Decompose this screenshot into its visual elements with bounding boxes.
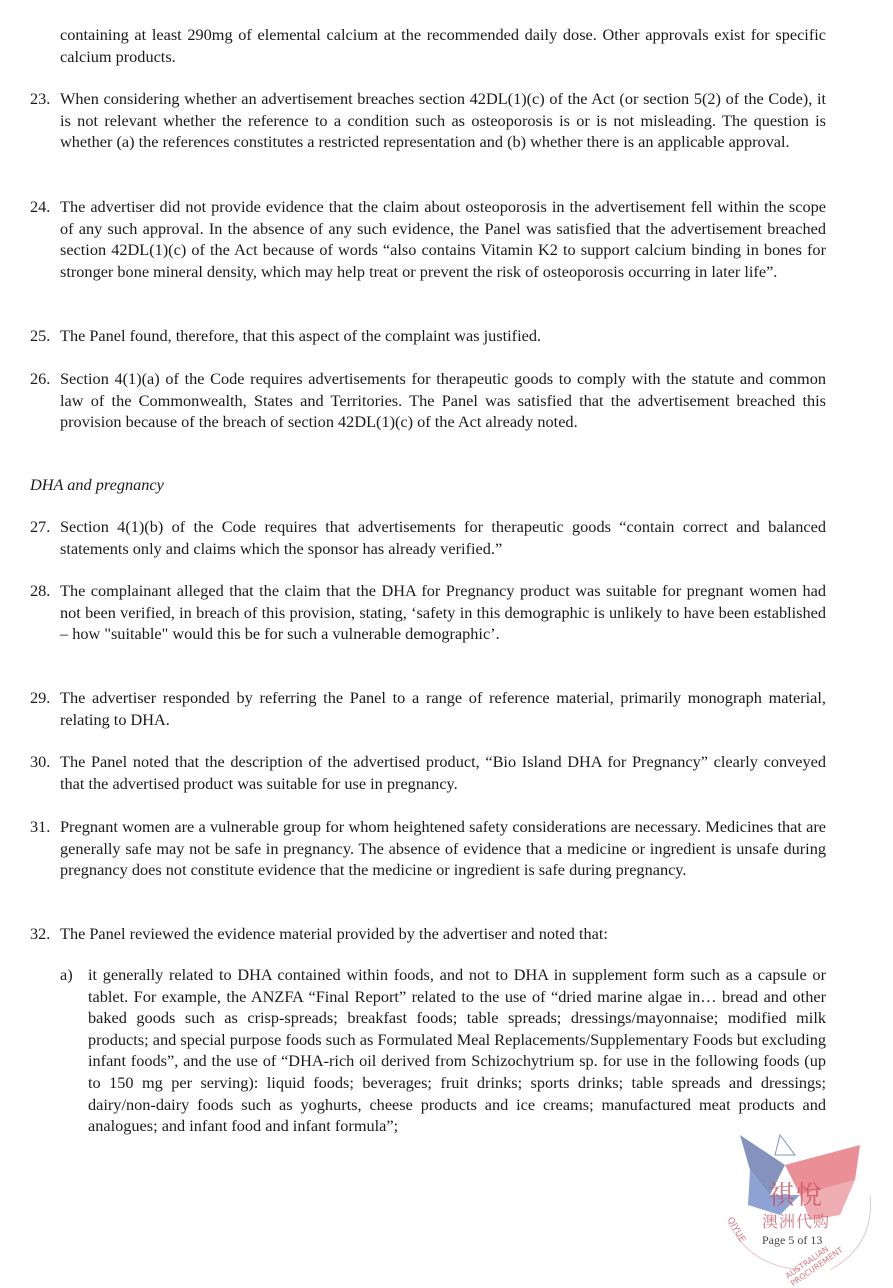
paragraph-continuation xyxy=(60,24,826,67)
paragraph-text: The Panel reviewed the evidence material provided by the advertiser and noted that: xyxy=(60,924,608,943)
paragraph-text: Pregnant women are a vulnerable group for whom heightened safety considerations are necessary. Medicines that are generally safe may not be safe in pregnancy. The absence of evidence that a medicine or ingredient is unsafe during pregnancy does not constitute evidence that the medicine or ingredient is safe during pregnancy. xyxy=(60,817,826,880)
paragraph-25 xyxy=(30,325,826,347)
page-number: Page 5 of 13 xyxy=(762,1233,823,1247)
watermark-title: 祺悅 xyxy=(768,1181,825,1211)
paragraph-text: Section 4(1)(b) of the Code requires that advertisements for therapeutic goods “contain correct and balanced statements only and claims which the sponsor has already verified.” xyxy=(60,517,826,558)
paragraph-27 xyxy=(30,516,826,559)
paragraph-number: 31. xyxy=(30,817,51,836)
watermark-arc-right: AUSTRALIAN PROCUREMENT xyxy=(783,1244,845,1288)
paragraph-number: 25. xyxy=(30,326,51,345)
paragraph-number: a) xyxy=(60,965,73,984)
paragraph-32 xyxy=(30,923,826,945)
paragraph-text: Section 4(1)(a) of the Code requires advertisements for therapeutic goods to comply with the statute and common law of the Commonwealth, States and Territories. The Panel was satisfied that the advertisement breached this provision because of the breach of section 42DL(1)(c) of the Act already noted. xyxy=(60,369,826,432)
paragraph-text: The advertiser responded by referring the Panel to a range of reference material, primarily monograph material, relating to DHA. xyxy=(60,688,826,729)
paragraph-23 xyxy=(30,88,826,153)
paragraph-31 xyxy=(30,816,826,881)
paragraph-number: 28. xyxy=(30,581,51,600)
paragraph-text: it generally related to DHA contained within foods, and not to DHA in supplement form such as a capsule or tablet. For example, the ANZFA “Final Report” related to the use of “dried marine algae in… bread and other baked goods such as crisp-spreads; breakfast foods; table spreads; dressings/mayonnaise; modified milk products; and special purpose foods such as Formulated Meal Replacements/Supplementary Foods but excluding infant foods”, and the use of “DHA-rich oil derived from Schizochytrium sp. for use in the following foods (up to 150 mg per serving): liquid foods; beverages; fruit drinks; sports drinks; table spreads and dressings; dairy/non-dairy foods such as yoghurts, cheese products and ice creams; manufactured meat products and analogues; and infant food and infant formula”; xyxy=(88,965,826,1136)
paragraph-text: The complainant alleged that the claim that the DHA for Pregnancy product was suitable for pregnant women had not been verified, in breach of this provision, stating, ‘safety in this demographic is unlikely to have been established – how "suitable" would this be for such a vulnerable demographic’. xyxy=(60,581,826,644)
watermark-arc-left: QIYUE xyxy=(724,1215,747,1245)
paragraph-number: 32. xyxy=(30,924,51,943)
paragraph-number: 26. xyxy=(30,369,51,388)
paragraph-text: The Panel noted that the description of the advertised product, “Bio Island DHA for Pregnancy” clearly conveyed that the advertised product was suitable for use in pregnancy. xyxy=(60,752,826,793)
paragraph-number: 27. xyxy=(30,517,51,536)
paragraph-text: The Panel found, therefore, that this aspect of the complaint was justified. xyxy=(60,326,542,345)
paragraph-26 xyxy=(30,368,826,433)
section-heading: DHA and pregnancy xyxy=(30,475,164,494)
paragraph-text: The advertiser did not provide evidence that the claim about osteoporosis in the advertisement fell within the scope of any such approval. In the absence of any such evidence, the Panel was satisfied that the advertisement breached section 42DL(1)(c) of the Act because of words “also contains Vitamin K2 to support calcium binding in bones for stronger bone mineral density, which may help treat or prevent the risk of osteoporosis occurring in later life”. xyxy=(60,197,826,281)
watermark-subtitle: 澳洲代购 xyxy=(762,1212,831,1231)
paragraph-28 xyxy=(30,580,826,645)
paragraph-24 xyxy=(30,196,826,282)
paragraph-32a xyxy=(60,964,826,1137)
paragraph-number: 30. xyxy=(30,752,51,771)
watermark-logo xyxy=(720,1125,880,1288)
paragraph-text: containing at least 290mg of elemental calcium at the recommended daily dose. Other approvals exist for specific calcium products. xyxy=(60,25,826,66)
paragraph-text: When considering whether an advertisement breaches section 42DL(1)(c) of the Act (or section 5(2) of the Code), it is not relevant whether the reference to a condition such as osteoporosis is or is not misleading. The question is whether (a) the references constitutes a restricted representation and (b) whether there is an applicable approval. xyxy=(60,89,826,152)
paragraph-number: 24. xyxy=(30,197,51,216)
paragraph-30 xyxy=(30,751,826,794)
paragraph-number: 29. xyxy=(30,688,51,707)
paragraph-29 xyxy=(30,687,826,730)
paragraph-number: 23. xyxy=(30,89,51,108)
